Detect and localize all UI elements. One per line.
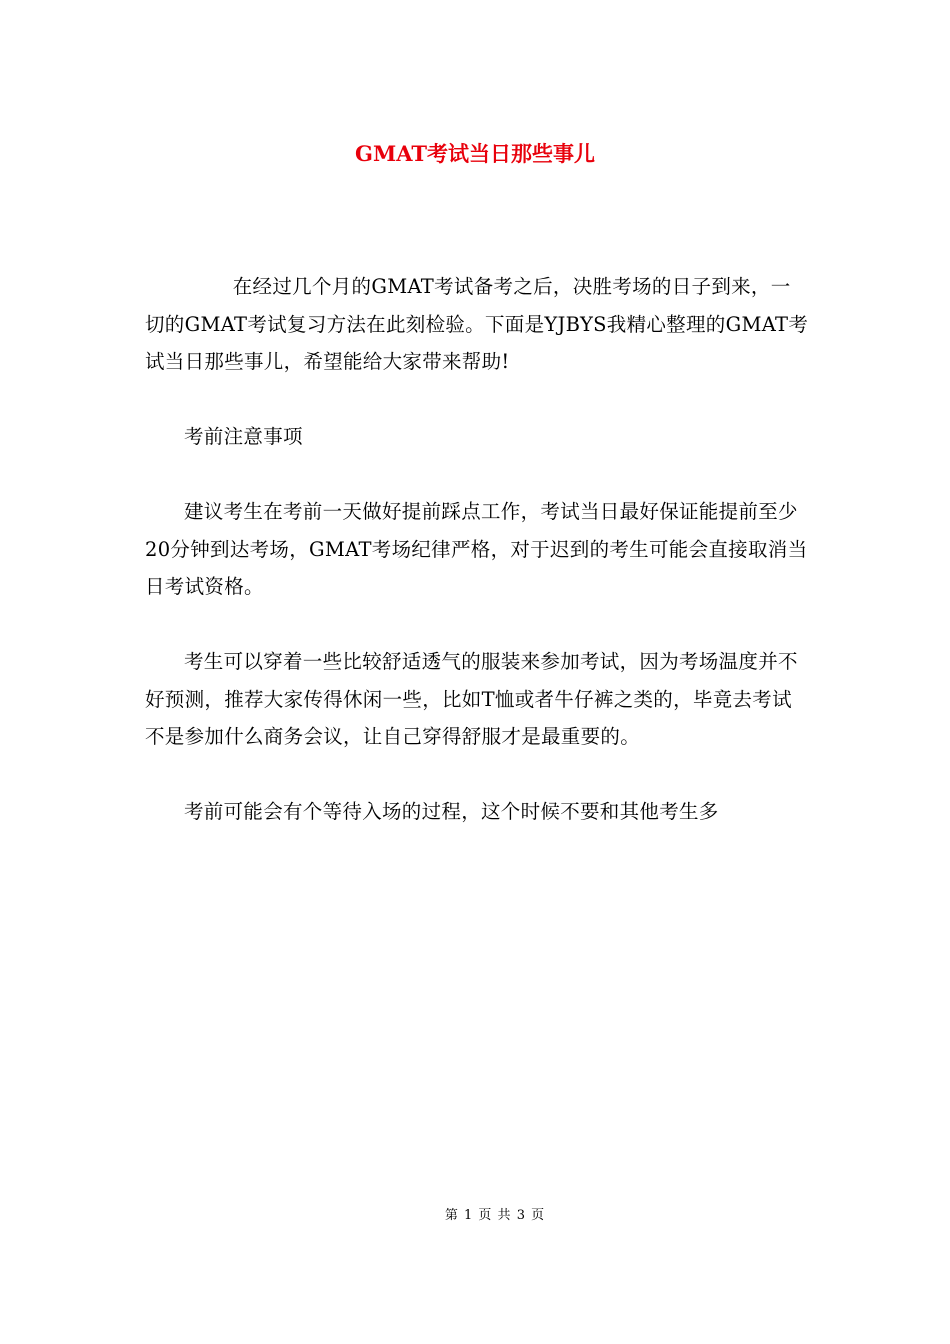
document-title: GMAT考试当日那些事儿 — [355, 141, 595, 166]
document-body — [145, 268, 810, 868]
section-heading-notes: 考前注意事项 — [184, 425, 303, 448]
paragraph-clothing: 考生可以穿着一些比较舒适透气的服装来参加考试，因为考场温度并不好预测，推荐大家传得休闲一些，比如T恤或者牛仔裤之类的，毕竟去考试不是参加什么商务会议，让自己穿得舒服才是最重要的。 — [145, 650, 798, 748]
paragraph-intro: 在经过几个月的GMAT考试备考之后，决胜考场的日子到来，一切的GMAT考试复习方法在此刻检验。下面是YJBYS我精心整理的GMAT考试当日那些事儿，希望能给大家带来帮助! — [145, 275, 809, 373]
page-footer: 第 1 页 共 3 页 — [444, 1208, 546, 1223]
paragraph-waiting: 考前可能会有个等待入场的过程，这个时候不要和其他考生多 — [184, 800, 719, 823]
paragraph-arrival: 建议考生在考前一天做好提前踩点工作，考试当日最好保证能提前至少20分钟到达考场，GMAT考场纪律严格，对于迟到的考生可能会直接取消当日考试资格。 — [145, 500, 808, 598]
